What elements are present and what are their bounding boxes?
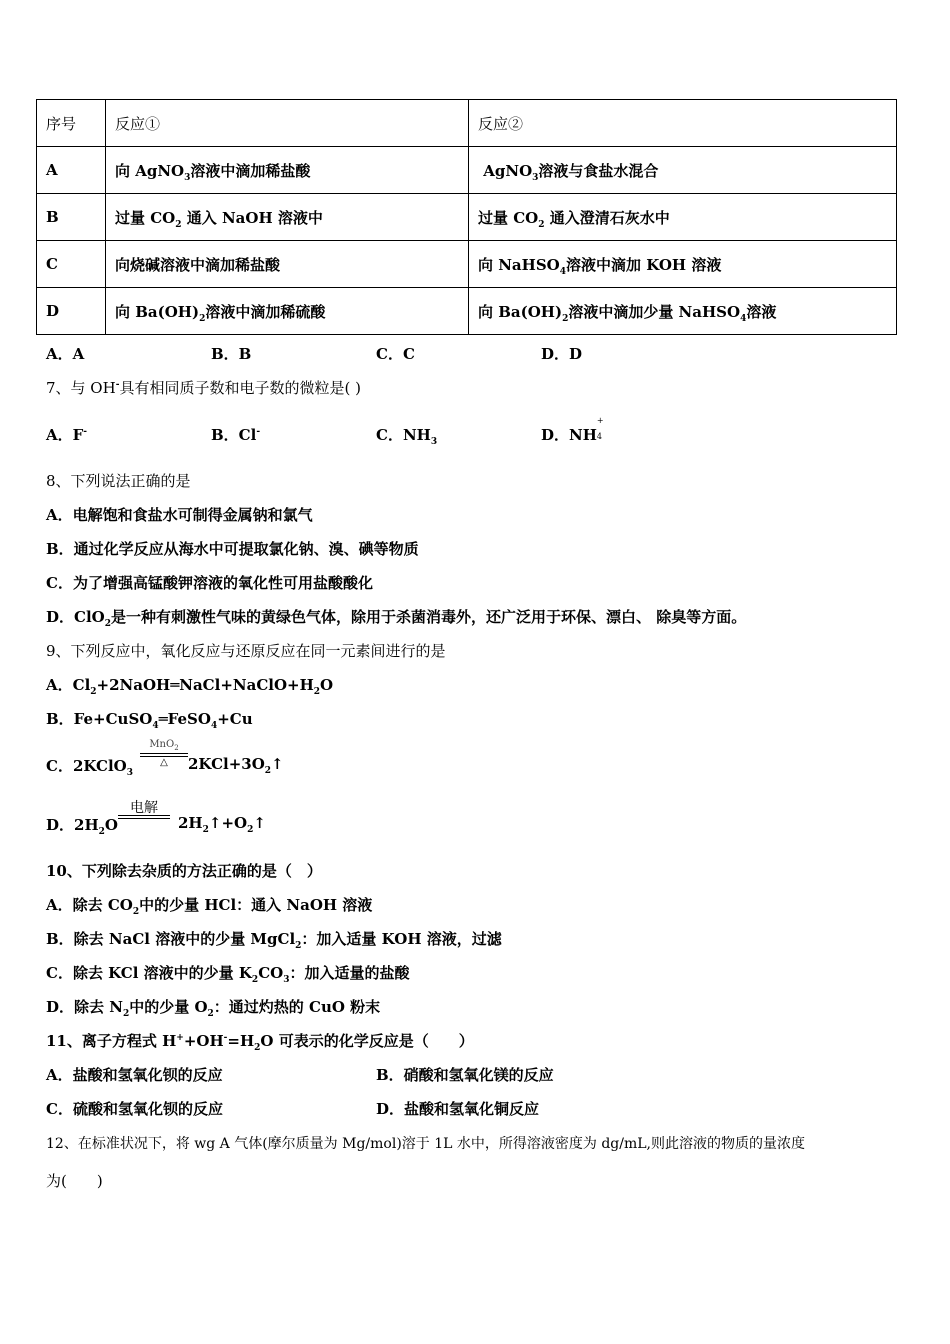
q6-option-b: B．B bbox=[211, 345, 252, 363]
q9-d-electrolysis: 电解 bbox=[130, 800, 158, 816]
q10-option-a: A．除去 $CO_2$中的少量 HCl：通入 NaOH 溶液 bbox=[46, 896, 373, 917]
reaction2-cell: 向 NaHSO$_4$溶液中滴加 KOH 溶液 bbox=[469, 241, 897, 288]
q6-option-c: C．C bbox=[376, 345, 415, 363]
q10-option-b: B．除去 NaCl 溶液中的少量 MgCl$_2$：加入适量 KOH 溶液，过滤 bbox=[46, 930, 502, 951]
q11-option-d: D．盐酸和氢氧化铜反应 bbox=[376, 1100, 540, 1118]
q8-option-b: B．通过化学反应从海水中可提取氯化钠、溴、碘等物质 bbox=[46, 540, 419, 558]
q6-option-a: A．A bbox=[46, 345, 85, 363]
q9-c-heat: △ bbox=[160, 757, 168, 768]
reaction2-cell: 向 $Ba(OH)_2$溶液中滴加少量 NaHSO$_4$溶液 bbox=[469, 288, 897, 335]
row-id: D bbox=[37, 288, 106, 335]
table-row bbox=[37, 147, 897, 194]
q9-option-c-right: $2KCl+3O_2↑$ bbox=[188, 755, 284, 776]
row-id: C bbox=[37, 241, 106, 288]
q12-stem-line1: 12、在标准状况下，将 wg A 气体(摩尔质量为 Mg/mol)溶于 1L 水中，所得溶液密度为 dg/mL,则此溶液的物质的量浓度 bbox=[46, 1136, 806, 1152]
row-id: B bbox=[37, 194, 106, 241]
q9-option-b: B．Fe+CuSO$_4$═FeSO$_4$+Cu bbox=[46, 710, 253, 731]
table-row bbox=[37, 288, 897, 335]
reaction1-cell: 向烧碱溶液中滴加稀盐酸 bbox=[106, 241, 469, 288]
q10-option-d: D．除去 $N_2$中的少量 $O_2$：通过灼热的 CuO 粉末 bbox=[46, 998, 381, 1019]
reaction2-cell: AgNO$_3$溶液与食盐水混合 bbox=[469, 147, 897, 194]
q10-option-c: C．除去 KCl 溶液中的少量 $K_2CO_3$：加入适量的盐酸 bbox=[46, 964, 410, 985]
q8-option-c: C．为了增强高锰酸钾溶液的氧化性可用盐酸酸化 bbox=[46, 574, 373, 592]
q9-option-a: A．$Cl_2+2NaOH═NaCl+NaClO+H_2O$ bbox=[46, 676, 334, 697]
q9-c-catalyst: MnO$_2$ bbox=[149, 739, 179, 752]
q8-option-a: A．电解饱和食盐水可制得金属钠和氯气 bbox=[46, 506, 313, 524]
header-cell-index: 序号 bbox=[37, 100, 106, 147]
q6-option-d: D．D bbox=[541, 345, 583, 363]
q9-option-d-right: $2H_2↑+O_2↑$ bbox=[178, 814, 266, 835]
reaction1-cell: 向 AgNO$_3$溶液中滴加稀盐酸 bbox=[106, 147, 469, 194]
table-header-row bbox=[37, 100, 897, 147]
q11-option-a: A．盐酸和氢氧化钡的反应 bbox=[46, 1066, 223, 1084]
row-id: A bbox=[37, 147, 106, 194]
q8-option-d: D．ClO$_2$是一种有刺激性气味的黄绿色气体，除用于杀菌消毒外，还广泛用于环保、漂白、 除臭等方面。 bbox=[46, 608, 747, 629]
q9-option-d-left: D．$2H_2O$ bbox=[46, 816, 118, 837]
header-cell-reaction2: 反应② bbox=[469, 100, 897, 147]
q11-option-c: C．硫酸和氢氧化钡的反应 bbox=[46, 1100, 223, 1118]
q9-option-c-left: C．2KClO$_3$ bbox=[46, 757, 133, 778]
q9-d-equal-sign bbox=[118, 815, 170, 819]
table-row bbox=[37, 194, 897, 241]
reaction-table bbox=[36, 99, 897, 335]
q8-stem: 8、下列说法正确的是 bbox=[46, 472, 191, 490]
q7-option-d: D．NH + 4 bbox=[541, 416, 604, 444]
table-row bbox=[37, 241, 897, 288]
q7-option-c: C．$NH_3$ bbox=[376, 426, 438, 447]
q9-stem: 9、下列反应中，氧化反应与还原反应在同一元素间进行的是 bbox=[46, 642, 446, 660]
q12-stem-line2: 为( ) bbox=[46, 1172, 103, 1190]
q11-stem: 11、离子方程式 $H^++OH^-=H_2O$ 可表示的化学反应是（ ） bbox=[46, 1032, 474, 1053]
reaction1-cell: 向 $Ba(OH)_2$溶液中滴加稀硫酸 bbox=[106, 288, 469, 335]
q11-option-b: B．硝酸和氢氧化镁的反应 bbox=[376, 1066, 554, 1084]
reaction2-cell: 过量 $CO_2$ 通入澄清石灰水中 bbox=[469, 194, 897, 241]
q7-option-a: A．F- bbox=[46, 426, 88, 444]
q7-stem: 7、与 OH-具有相同质子数和电子数的微粒是( ) bbox=[46, 379, 361, 397]
q10-stem: 10、下列除去杂质的方法正确的是（ ） bbox=[46, 862, 322, 880]
q7-option-b: B．Cl- bbox=[211, 426, 261, 444]
reaction1-cell: 过量 $CO_2$ 通入 NaOH 溶液中 bbox=[106, 194, 469, 241]
header-cell-reaction1: 反应① bbox=[106, 100, 469, 147]
